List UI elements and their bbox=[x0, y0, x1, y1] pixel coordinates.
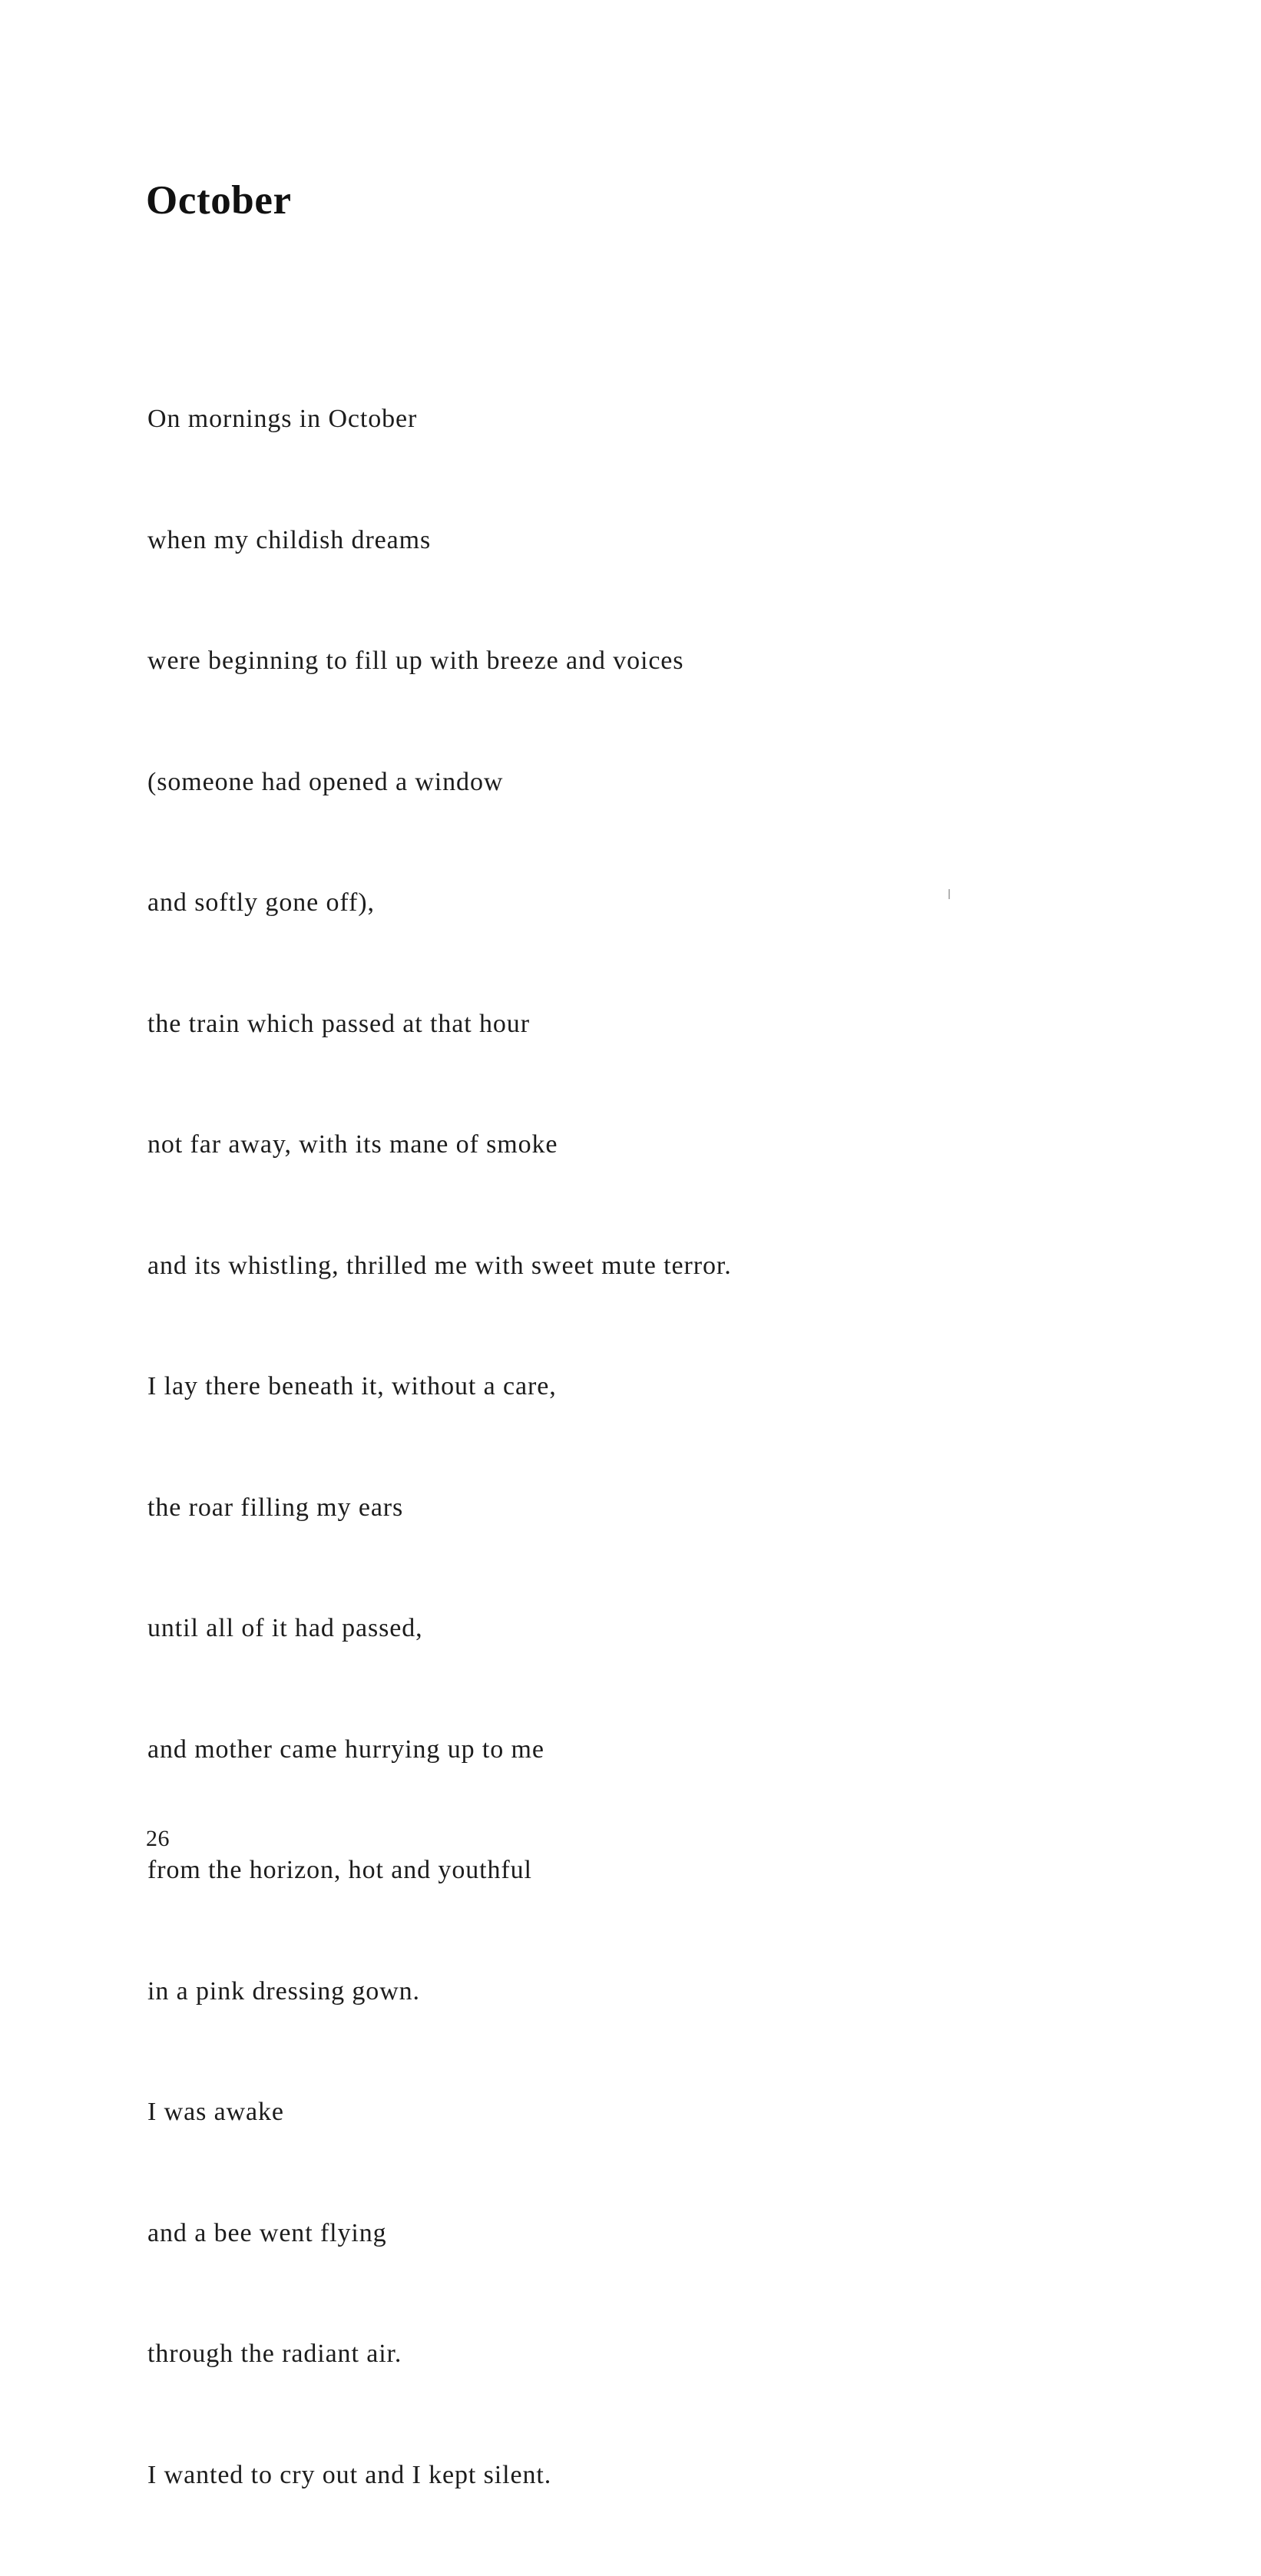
poem-line: I wanted to cry out and I kept silent. bbox=[147, 2460, 552, 2489]
poem-line: were beginning to fill up with breeze and voices bbox=[147, 646, 684, 675]
poem-line: On mornings in October bbox=[147, 405, 418, 433]
poem-line: the train which passed at that hour bbox=[147, 1009, 530, 1038]
poem-line: I was awake bbox=[147, 2098, 284, 2126]
poem-text-block bbox=[147, 319, 732, 2576]
page-speck-artifact bbox=[948, 889, 950, 899]
poem-line: and a bee went flying bbox=[147, 2218, 387, 2247]
poem-line: not far away, with its mane of smoke bbox=[147, 1130, 558, 1159]
poem-line: in a pink dressing gown. bbox=[147, 1976, 420, 2006]
poem-line: through the radiant air. bbox=[147, 2340, 402, 2368]
page-title: October bbox=[146, 177, 292, 223]
poem-line: (someone had opened a window bbox=[147, 767, 504, 796]
poem-line: I lay there beneath it, without a care, bbox=[147, 1372, 557, 1400]
poem-line: and mother came hurrying up to me bbox=[147, 1734, 544, 1764]
poem-line: from the horizon, hot and youthful bbox=[147, 1856, 532, 1884]
poem-line: and its whistling, thrilled me with sweet mute terror. bbox=[147, 1251, 732, 1280]
poem-line: until all of it had passed, bbox=[147, 1614, 423, 1642]
page-content-area bbox=[146, 0, 1144, 2489]
poem-line: when my childish dreams bbox=[147, 525, 432, 554]
poem-line: and softly gone off), bbox=[147, 888, 375, 917]
poem-line: the roar filling my ears bbox=[147, 1493, 404, 1522]
page-number: 26 bbox=[146, 1826, 170, 1851]
